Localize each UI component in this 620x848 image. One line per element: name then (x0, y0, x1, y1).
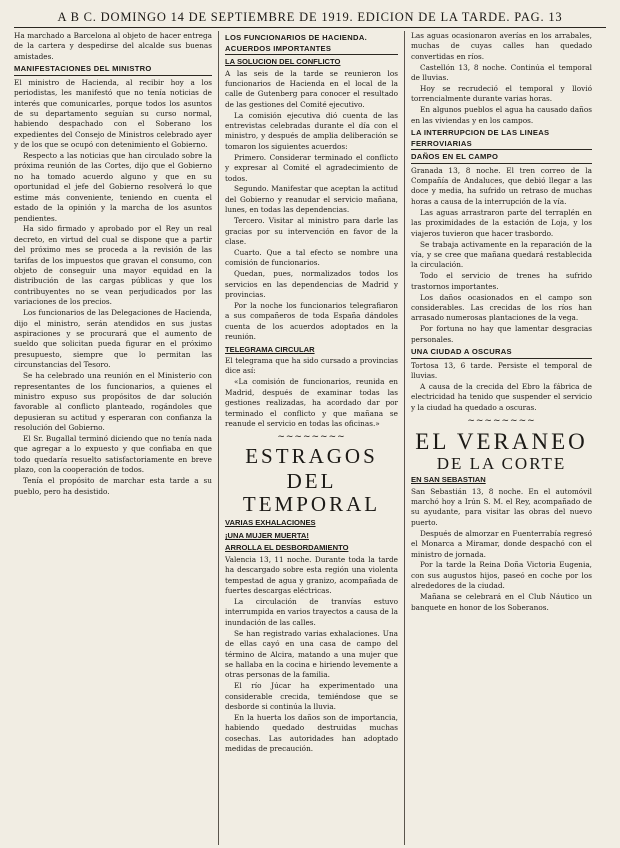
paragraph: Los funcionarios de las Delegaciones de Hacienda, dijo el ministro, serán atendidos en sus justas aspiraciones y se procurará que el aumento de sueldo que solicitan pueda figurar en el próximo presupuesto, siempre que lo permitan las circunstancias del Tesoro. (14, 308, 212, 370)
paragraph: Se han registrado varias exhalaciones. Una de ellas cayó en una casa de campo del término de Alcira, matando a una mujer que se hallaba en la cocina e hiriendo levemente a otras personas de la familia. (225, 628, 398, 680)
col1-intro: Ha marchado a Barcelona al objeto de hacer entrega de la cartera y despedirse del alcalde sus buenas amistades. (14, 31, 212, 61)
col1-article (14, 78, 212, 497)
paragraph: Se ha celebrado una reunión en el Ministerio con representantes de los funcionarios, a quienes el ministro expuso sus propósitos de dar solución favorable al conflicto planteado, rogándoles que depusieran su actitud y esperaran con confianza la resolución del Gobierno. (14, 371, 212, 433)
paragraph: Quedan, pues, normalizados todos los servicios en las dependencias de Madrid y provincias. (225, 269, 398, 300)
col1-body (14, 31, 212, 62)
col3-intro: Las aguas ocasionaron averías en los arrabales, muchas de cuyas calles han quedado convertidas en ríos. (411, 31, 592, 61)
paragraph: Todo el servicio de trenes ha sufrido trastornos importantes. (411, 271, 592, 291)
paragraph: En algunos pueblos el agua ha causado daños en las viviendas y en los campos. (411, 105, 592, 125)
col3-article-3 (411, 487, 592, 613)
col3-article-1 (411, 166, 592, 345)
paragraph: Tercero. Visitar al ministro para darle las gracias por su intervención en favor de la clase. (225, 216, 398, 246)
paragraph: El telegrama que ha sido cursado a provincias dice así: (225, 356, 398, 376)
columns (14, 31, 606, 845)
paragraph: Cuarto. Que a tal efecto se nombre una comisión de funcionarios. (225, 247, 398, 268)
paragraph: Después de almorzar en Fuenterrabía regresó el Monarca a Miramar, donde despachó con el ministro de jornada. (411, 528, 592, 559)
paragraph: Respecto a las noticias que han circulado sobre la próxima reunión de las Cortes, dijo que el Gobierno no ha tomado acuerdo alguno y que en su oportunidad el jefe del Gobierno resolverá lo que estime más conveniente, teniendo en cuenta el estado de la opinión y la marcha de los asuntos pendientes. (14, 151, 212, 223)
page-header: A B C. DOMINGO 14 DE SEPTIEMBRE DE 1919. EDICION DE LA TARDE. PAG. 13 (57, 10, 563, 24)
paragraph: Castellón 13, 8 noche. Continúa el temporal de lluvias. (411, 62, 592, 83)
column-3 (404, 31, 592, 845)
paragraph: «La comisión de funcionarios, reunida en Madrid, después de examinar todas las gestiones realizadas, ha acordado dar por terminado el conflicto y que mañana se reanude el servicio en todas las oficinas.» (225, 377, 398, 428)
paragraph: El ministro de Hacienda, al recibir hoy a los periodistas, les manifestó que no tenía noticias de interés que comunicarles, porque todos los asuntos de su departamento seguían su curso normal, habiendo despachado con el Soberano los expedientes del Consejo de Ministros celebrado ayer y de los que se ocupó con detenimiento el Gobierno. (14, 77, 212, 150)
col3-intro-block (411, 31, 592, 126)
col3-heading-4: EN SAN SEBASTIAN (411, 475, 486, 485)
paragraph: La circulación de tranvías estuvo interrumpida en varios trayectos a causa de la inundación de las calles. (225, 597, 398, 627)
corte-title: DE LA CORTE (436, 454, 567, 474)
column-1 (14, 31, 218, 845)
paragraph: Granada 13, 8 noche. El tren correo de la Compañía de Andaluces, que debió llegar a las doce y media, ha sufrido un retraso de muchas horas a causa de la interrupción de la vía. (411, 165, 592, 206)
paragraph: Valencia 13, 11 noche. Durante toda la tarde ha descargado sobre esta región una violenta tempestad de agua y granizo, acompañada de fuertes descargas eléctricas. (225, 554, 398, 596)
col3-heading-1: LA INTERRUPCION DE LAS LINEAS FERROVIARIAS (411, 128, 592, 150)
paragraph: Por la tarde la Reina Doña Victoria Eugenia, con sus augustos hijos, paseó en coche por los alrededores de la ciudad. (411, 560, 592, 591)
paragraph: Por la noche los funcionarios telegrafiaron a sus compañeros de toda España dándoles cuenta de los acuerdos adoptados en la reunión. (225, 300, 398, 342)
paragraph: Se trabaja activamente en la reparación de la vía, y se cree que mañana quedará restablecida la circulación. (411, 239, 592, 270)
temporal-title: DEL TEMPORAL (242, 469, 381, 517)
col3-heading-3: UNA CIUDAD A OSCURAS (411, 347, 592, 359)
ornament-divider: ~~~~~~~~ (467, 416, 536, 427)
paragraph: San Sebastián 13, 8 noche. En el automóvil marchó hoy a Irún S. M. el Rey, acompañado de su ayudante, para visitar las obras del nuevo puerto. (411, 486, 592, 527)
col2-heading-6: ARROLLA EL DESBORDAMIENTO (225, 543, 349, 553)
paragraph: A las seis de la tarde se reunieron los funcionarios de Hacienda en el local de la calle de Gutenberg para conocer el resultado de las gestiones del Comité ejecutivo. (225, 68, 398, 109)
col3-article-2 (411, 361, 592, 414)
col2-heading-4: VARIAS EXHALACIONES (225, 518, 316, 528)
col2-article-1 (225, 69, 398, 343)
estragos-title: ESTRAGOS (245, 444, 378, 469)
paragraph: La comisión ejecutiva dió cuenta de las entrevistas celebradas durante el día con el ministro, y después de amplia deliberación se tomaron los siguientes acuerdos: (225, 110, 398, 151)
col2-article-3 (225, 555, 398, 755)
paragraph: El río Júcar ha experimentado una considerable crecida, temiéndose que se desborde si continúa la lluvia. (225, 681, 398, 712)
col3-heading-2: DAÑOS EN EL CAMPO (411, 152, 592, 164)
ornament-divider: ~~~~~~~~ (277, 432, 346, 443)
paragraph: Mañana se celebrará en el Club Náutico un banquete en honor de los Soberanos. (411, 592, 592, 612)
paragraph: Por fortuna no hay que lamentar desgracias personales. (411, 324, 592, 344)
col2-heading-5: ¡UNA MUJER MUERTA! (225, 530, 309, 540)
paragraph: Primero. Considerar terminado el conflicto y expresar al Comité el agradecimiento de todos. (225, 152, 398, 183)
paragraph: Las aguas arrastraron parte del terraplén en las proximidades de la estación de Loja, y los viajeros tuvieron que hacer trasbordo. (411, 207, 592, 238)
col2-heading-2: LA SOLUCION DEL CONFLICTO (225, 57, 341, 66)
paragraph: Tortosa 13, 6 tarde. Persiste el temporal de lluvias. (411, 360, 592, 380)
paragraph: Ha sido firmado y aprobado por el Rey un real decreto, en virtud del cual se dispone que a partir del próximo mes se proceda a la revisión de las tarifas de los impuestos que gravan el consumo, con objeto de conseguir una mayor equidad en la distribución de las cargas públicas y que los contribuyentes no se vean perjudicados por las variaciones de los precios. (14, 224, 212, 307)
col1-heading: MANIFESTACIONES DEL MINISTRO (14, 64, 212, 76)
col2-heading-1: LOS FUNCIONARIOS DE HACIENDA. ACUERDOS IMPORTANTES (225, 33, 398, 55)
paragraph: A causa de la crecida del Ebro la fábrica de electricidad ha tenido que suspender el servicio y la ciudad ha quedado a oscuras. (411, 381, 592, 412)
veraneo-title: EL VERANEO (415, 429, 588, 455)
paragraph: Segundo. Manifestar que aceptan la actitud del Gobierno y reanudar el servicio mañana, lunes, en todas las dependencias. (225, 184, 398, 215)
column-2 (218, 31, 404, 845)
col2-heading-3: TELEGRAMA CIRCULAR (225, 344, 315, 354)
paragraph: En la huerta los daños son de importancia, habiendo quedado destruidas muchas cosechas. Las autoridades han adoptado medidas de precaución. (225, 713, 398, 754)
paragraph: Los daños ocasionados en el campo son considerables. Las crecidas de los ríos han arrasado numerosas plantaciones de la vega. (411, 292, 592, 323)
header-rule (14, 27, 606, 28)
paragraph: Tenía el propósito de marchar esta tarde a su pueblo, pero ha desistido. (14, 476, 212, 496)
paragraph: El Sr. Bugallal terminó diciendo que no tenía nada que agregar a lo expuesto y que confiaba en que todo quedaría resuelto satisfactoriamente en breve plazo, con la cooperación de todos. (14, 434, 212, 475)
paragraph: Hoy se recrudeció el temporal y llovió torrencialmente durante varias horas. (411, 84, 592, 104)
col2-article-2 (225, 356, 398, 429)
